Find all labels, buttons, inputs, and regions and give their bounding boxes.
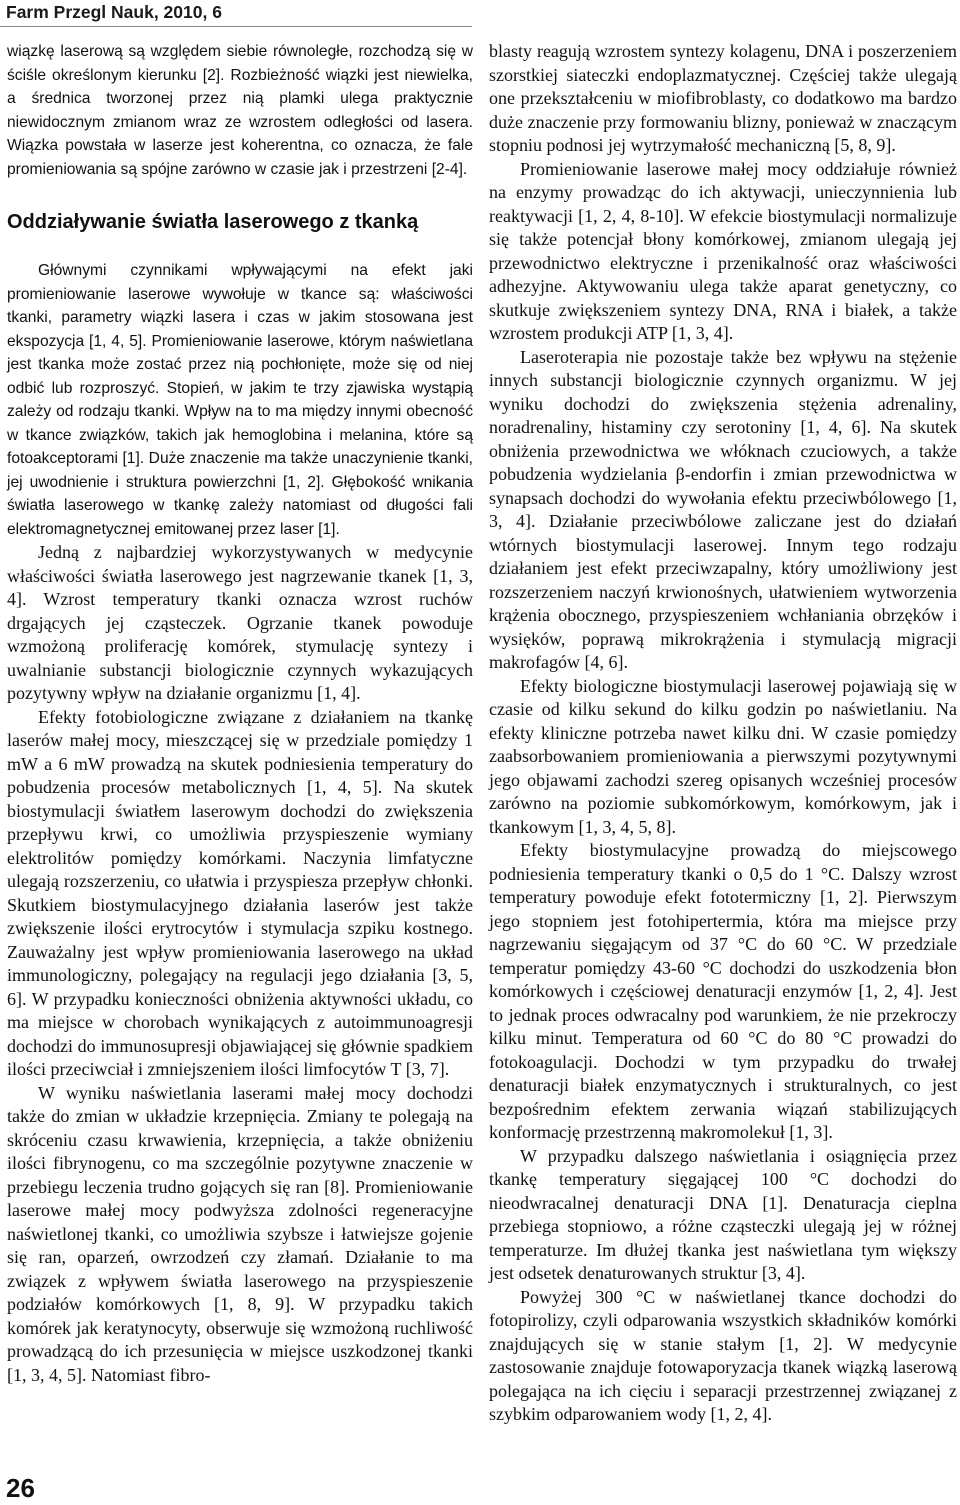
running-header: Farm Przegl Nauk, 2010, 6 <box>6 2 222 22</box>
paragraph: blasty reagują wzrostem syntezy kolagenu, DNA i poszerzeniem szorstkiej siateczki endoplazmatycznej. Częściej także ulegają one przekształceniu w miofibroblasty, co dodatkowo ma bardzo duże znaczenie przy formowaniu blizny, ponieważ w znaczącym stopniu podnosi jej wytrzymałość mechaniczną [5, 8, 9]. <box>489 41 957 155</box>
left-column <box>7 40 473 1387</box>
paragraph: Laseroterapia nie pozostaje także bez wpływu na stężenie innych substancji biologicznie czynnych organizmu. W jej wyniku dochodzi do zwiększenia stężenia adrenaliny, noradrenaliny, histaminy czy serotoniny [1, 4, 6]. Na skutek obniżenia przewodnictwa we włóknach czuciowych, a także pobudzenia wydzielania β-endorfin i zmian przewodnictwa w synapsach dochodzi do wywołania efektu przeciwbólowego [1, 3, 4]. Działanie przeciwbólowe zaliczane jest do działań wtórnych biostymulacji laserowej. Innym tego rodzaju działaniem jest efekt przeciwzapalny, który umożliwiony jest rozszerzeniem naczyń krwionośnych, ułatwieniem wytworzenia krążenia obocznego, przyspieszeniem wchłaniania obrzęków i wysięków, poprawą mikrokrążenia i stymulacją migracji makrofagów [4, 6]. <box>489 346 957 672</box>
intro-paragraph: wiązkę laserową są względem siebie równoległe, rozchodzą się w ściśle określonym kierunku [2]. Rozbieżność wiązki jest niewielka, a średnica tworzonej przez nią plamki ulega praktycznie niewidocznym zmianom wraz ze wzrostem odległości od lasera. Wiązka powstała w laserze jest koherentna, co oznacza, że fale promieniowania są spójne zarówno w czasie jak i przestrzeni [2-4]. <box>7 43 473 178</box>
paragraph: Efekty fotobiologiczne związane z działaniem na tkankę laserów małej mocy, mieszczącej się w przedziale pomiędzy 1 mW a 6 mW prowadzą na skutek podniesienia temperatury do pobudzenia procesów metabolicznych [1, 4, 5]. Na skutek biostymulacji światłem laserowym dochodzi do zwiększenia przepływu krwi, co umożliwia przyspieszenie wymiany elektrolitów pomiędzy komórkami. Naczynia limfatyczne ulegają rozszerzeniu, co ułatwia i przyspiesza przepływ chłonki. Skutkiem biostymulacyjnego działania laserów jest także zwiększenie ilości erytrocytów i stymulacja szpiku kostnego. Zauważalny jest wpływ promieniowania laserowego na układ immunologiczny, polegający na regulacji jego działania [3, 5, 6]. W przypadku konieczności obniżenia aktywności układu, co ma miejsce w chorobach wynikających z autoimmunoagresji dochodzi do immunosupresji objawiającej się głównie spadkiem ilości przeciwciał i zmniejszeniem ilości limfocytów T [3, 7]. <box>7 706 473 1079</box>
section-heading: Oddziaływanie światła laserowego z tkanką <box>7 211 419 233</box>
paragraph: Promieniowanie laserowe małej mocy oddziałuje również na enzymy prowadząc do ich aktywacji, unieczynnienia lub reaktywacji [1, 2, 4, 8-10]. W efekcie biostymulacji normalizuje się także potencjał błony komórkowej, zmianom ulegają jej przewodnictwo elektryczne i przenikalność oraz właściwości adhezyjne. Aktywowaniu ulega także aparat genetyczny, co skutkuje zwiększeniem syntezy DNA, RNA i białek, a także wzrostem produkcji ATP [1, 3, 4]. <box>489 158 957 343</box>
paragraph: Efekty biologiczne biostymulacji laserowej pojawiają się w czasie od kilku sekund do kilku godzin po naświetlaniu. Na efekty kliniczne potrzeba nawet kilku dni. W czasie pomiędzy zaabsorbowaniem promieniowania a pierwszymi pozytywnymi jego objawami zachodzi szereg opisanych wcześniej procesów zarówno na poziomie subkomórkowym, komórkowym, jak i tkankowym [1, 3, 4, 5, 8]. <box>489 675 957 837</box>
paragraph: Powyżej 300 °C w naświetlanej tkance dochodzi do fotopirolizy, czyli odparowania wszystkich składników komórki znajdujących się w stanie stałym [1, 2]. W medycynie zastosowanie znajduje fotowaporyzacja tkanek wiązką laserową polegająca na ich cięciu i separacji przestrzennej związanej z szybkim odparowaniem wody [1, 2, 4]. <box>489 1286 957 1424</box>
paragraph: Efekty biostymulacyjne prowadzą do miejscowego podniesienia temperatury tkanki o 0,5 do 1 °C. Dalszy wzrost temperatury powoduje efekt fototermiczny [1, 2]. Pierwszym jego stopniem jest fotohipertermia, która ma miejsce przy nagrzewaniu sięgającym od 37 °C do 60 °C. W przedziale temperatur pomiędzy 43-60 °C dochodzi do uszkodzenia błon komórkowych i częściowej denaturacji enzymów [1, 2, 4]. Jest to jednak proces odwracalny pod warunkiem, że nie przekroczy kilku minut. Temperatura od 60 °C do 80 °C prowadzi do fotokoagulacji. Dochodzi w tym przypadku do trwałej denaturacji białek enzymatycznych i strukturalnych, co jest bezpośrednim efektem zerwania wiązań stabilizujących konformację przestrzenną makromolekuł [1, 3]. <box>489 840 957 1142</box>
paragraph: Jedną z najbardziej wykorzystywanych w medycynie właściwości światła laserowego jest nagrzewanie tkanek [1, 3, 4]. Wzrost temperatury tkanki oznacza wzrost ruchów drgających jej cząsteczek. Ogrzanie tkanek powoduje wzmożoną proliferację komórek, stymulację syntezy i uwalnianie substancji biologicznie czynnych wykazujących pozytywny wpływ na działanie organizmu [1, 4]. <box>7 542 473 703</box>
paragraph: Głównymi czynnikami wpływającymi na efekt jaki promieniowanie laserowe wywołuje w tkance są: właściwości tkanki, parametry wiązki lasera i czas w jakim stosowana jest ekspozycja [1, 4, 5]. Promieniowanie laserowe, którym naświetlana jest tkanka może zostać przez nią pochłonięte, może się od niej odbić lub rozproszyć. Stopień, w jakim te trzy zjawiska wystąpią zależy od rodzaju tkanki. Wpływ na to ma między innymi obecność w tkance związków, takich jak hemoglobina i melanina, które są fotoakceptorami [1]. Duże znaczenie ma także unaczynienie tkanki, jej uwodnienie i struktura powierzchni [1, 2]. Głębokość wnikania światła laserowego w tkankę zależy natomiast od długości fali elektromagnetycznej emitowanej przez laser [1]. <box>7 262 473 538</box>
page-number: 26 <box>6 1473 35 1503</box>
paragraph: W przypadku dalszego naświetlania i osiągnięcia przez tkankę temperatury sięgającej 100 °C dochodzi do nieodwracalnej denaturacji DNA [1]. Denaturacja cieplna przebiega stopniowo, a różne cząsteczki ulegają jej w różnej temperaturze. Im dłużej tkanka jest naświetlana tym większy jest odsetek denaturowanych struktur [3, 4]. <box>489 1145 957 1283</box>
paragraph: W wyniku naświetlania laserami małej mocy dochodzi także do zmian w układzie krzepnięcia. Zmiany te polegają na skróceniu czasu krwawienia, krzepnięcia, a także obniżeniu ilości fibrynogenu, co ma szczególnie pozytywne znaczenie w przebiegu leczenia trudno gojących się ran [8]. Promieniowanie laserowe małej mocy podwyższa zdolności regeneracyjne naświetlonej tkanki, co umożliwia szybsze i łatwiejsze gojenie się ran, oparzeń, owrzodzeń czy złamań. Działanie to ma związek z wpływem światła laserowego na przyspieszenie podziałów komórkowych [1, 8, 9]. W przypadku takich komórek jak keratynocyty, obserwuje się wzmożoną ruchliwość prowadzącą do ich przesunięcia w miejsce uszkodzonej tkanki [1, 3, 4, 5]. Natomiast fibro- <box>7 1082 473 1385</box>
header-rule <box>0 26 472 27</box>
right-column <box>489 40 957 1427</box>
